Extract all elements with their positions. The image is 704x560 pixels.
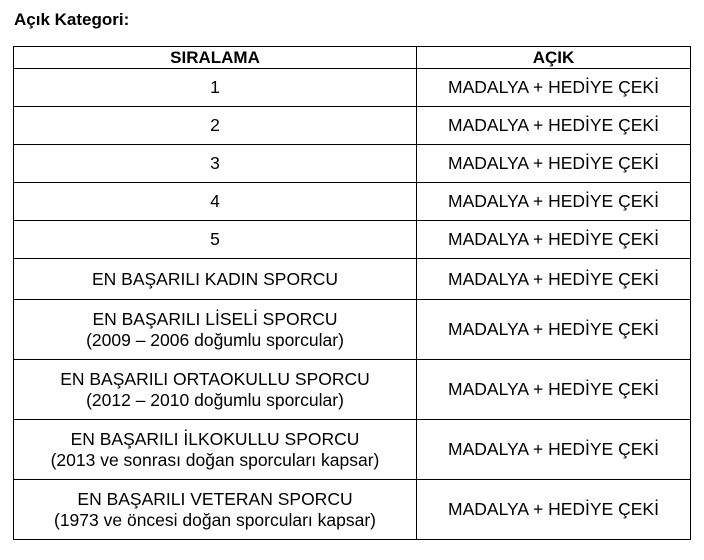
rank-cell: 1: [14, 69, 417, 107]
prize-cell: MADALYA + HEDİYE ÇEKİ: [417, 259, 691, 300]
prize-cell: MADALYA + HEDİYE ÇEKİ: [417, 221, 691, 259]
rank-cell: [14, 300, 417, 360]
rank-cell: [14, 360, 417, 420]
rank-sublabel: (2009 – 2006 doğumlu sporcular): [86, 329, 344, 350]
table-row: [14, 259, 691, 300]
prize-cell: MADALYA + HEDİYE ÇEKİ: [417, 420, 691, 480]
table-row: [14, 145, 691, 183]
prize-cell: MADALYA + HEDİYE ÇEKİ: [417, 69, 691, 107]
table-row: [14, 183, 691, 221]
prize-cell: MADALYA + HEDİYE ÇEKİ: [417, 183, 691, 221]
table-row: [14, 221, 691, 259]
rank-sublabel: (2012 – 2010 doğumlu sporcular): [86, 389, 344, 410]
prize-cell: MADALYA + HEDİYE ÇEKİ: [417, 300, 691, 360]
prize-cell: MADALYA + HEDİYE ÇEKİ: [417, 145, 691, 183]
rank-cell: 3: [14, 145, 417, 183]
table-row: [14, 300, 691, 360]
rank-label: EN BAŞARILI İLKOKULLU SPORCU: [70, 428, 360, 449]
prize-cell: MADALYA + HEDİYE ÇEKİ: [417, 360, 691, 420]
prize-cell: MADALYA + HEDİYE ÇEKİ: [417, 107, 691, 145]
prize-cell: MADALYA + HEDİYE ÇEKİ: [417, 480, 691, 540]
table-row: [14, 107, 691, 145]
rank-label: EN BAŞARILI LİSELİ SPORCU: [92, 308, 338, 329]
rank-label: EN BAŞARILI ORTAOKULLU SPORCU: [60, 368, 370, 389]
header-rank: SIRALAMA: [14, 47, 417, 69]
table-header-row: [14, 47, 691, 69]
table-row: [14, 360, 691, 420]
table-row: [14, 69, 691, 107]
rank-cell: EN BAŞARILI KADIN SPORCU: [14, 259, 417, 300]
table-row: [14, 420, 691, 480]
rank-label: EN BAŞARILI VETERAN SPORCU: [77, 488, 353, 509]
rank-cell: [14, 420, 417, 480]
rank-cell: [14, 480, 417, 540]
rank-sublabel: (2013 ve sonrası doğan sporcuları kapsar): [50, 449, 380, 470]
rank-sublabel: (1973 ve öncesi doğan sporcuları kapsar): [54, 509, 376, 530]
rank-cell: 4: [14, 183, 417, 221]
table-row: [14, 480, 691, 540]
rank-cell: 5: [14, 221, 417, 259]
header-open: AÇIK: [417, 47, 691, 69]
prize-table: [13, 46, 691, 540]
category-title: Açık Kategori:: [14, 10, 130, 29]
rank-cell: 2: [14, 107, 417, 145]
